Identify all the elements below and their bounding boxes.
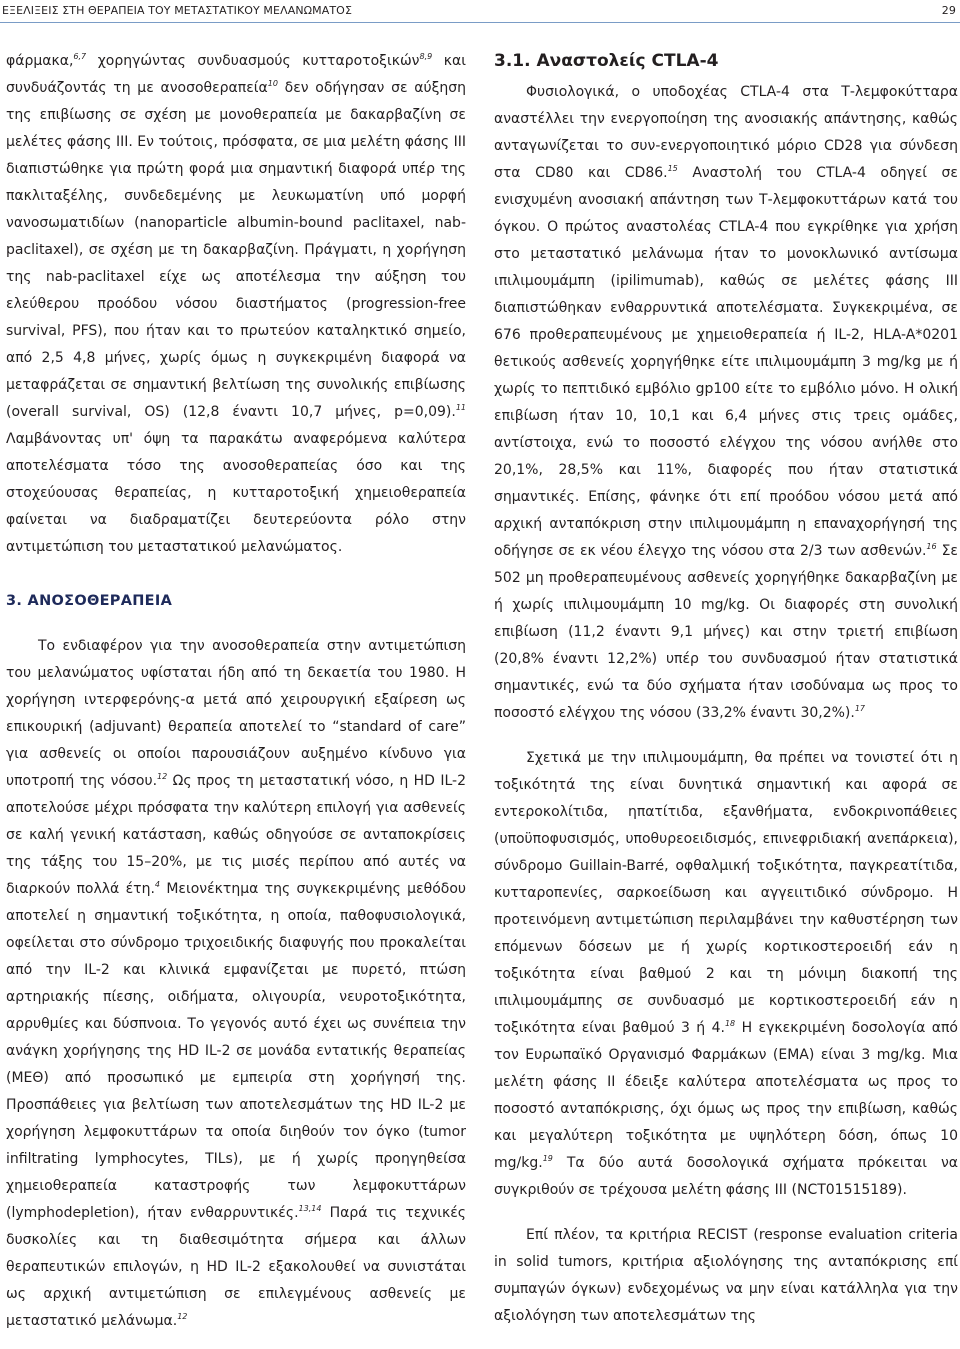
reference-superscript: 19 [542,1154,553,1163]
reference-superscript: 4 [154,880,160,889]
paragraph-ctla4: Φυσιολογικά, ο υποδοχέας CTLA-4 στα Τ-λεμφοκύτταρα αναστέλλει την ενεργοποίηση της ανοσιακής απάντησης, καθώς ανταγωνίζεται το συν-ενεργοποιητικό μόριο CD28 για σύνδεση στα CD80 και CD86.15 Αναστολή του CTLA-4 οδηγεί σε ενισχυμένη ανοσιακή απάντηση των Τ-λεμφοκυττάρων κατά του όγκου. Ο πρώτος αναστολέας CTLA-4 που εγκρίθηκε για χρήση στο μεταστατικό μελάνωμα ήταν το μονοκλωνικό αντίσωμα ιπιλιμουμάμπη (ipilimumab), καθώς σε μελέτες φάσης ΙΙΙ διαπιστώθηκαν ενθαρρυντικά αποτελέσματα. Συγκεκριμένα, σε 676 προθεραπευμένους με χημειοθεραπεία ή IL-2, HLA-A*0201 θετικούς ασθενείς χορηγήθηκε είτε ιπιλιμουμάμπη 3 mg/kg με ή χωρίς το πεπτιδικό εμβόλιο gp100 είτε το εμβόλιο μόνο. Η ολική επιβίωση ήταν 10, 10,1 και 6,4 μήνες στις τρεις ομάδες, αντίστοιχα, ενώ το ποσοστό ελέγχου της νόσου ανήλθε στο 20,1%, 28,5% και 11%, διαφορές που ήταν στατιστικά σημαντικές. Επίσης, φάνηκε ότι επί προόδου νόσου μετά από αρχική ανταπόκριση στην ιπιλιμουμάμπη η επαναχορήγησή της οδήγησε σε εκ νέου έλεγχο της νόσου στα 2/3 των ασθενών.$^{16}$ Σε 502 μη προθεραπευμένους ασθενείς χορηγήθηκε δακαρβαζίνη με ή χωρίς ιπιλιμουμάμπη 10 mg/kg. Οι διαφορές στη συνολική επιβίωση (11,2 έναντι 9,1 μήνες) και στην τριετή επιβίωση (20,8% έναντι 12,2%) υπέρ του συνδυασμού ήταν στατιστικά σημαντικές, ενώ τα δύο σχήματα ήταν ισοδύναμα ως προς το ποσοστό ελέγχου της νόσου (33,2% έναντι 30,2%).$^{17}$ [494,84,958,721]
page-number: 29 [941,4,956,17]
paragraph-toxicity: Σχετικά με την ιπιλιμουμάμπη, θα πρέπει να τονιστεί ότι η τοξικότητά της είναι δυνητικά σημαντική και αφορά σε εντεροκολίτιδα, ηπατίτιδα, εξανθήματα, ενδοκρινοπάθειες (υποϋποφυσισμός, υποθυρεοειδισμός, επινεφριδιακή ανεπάρκεια), σύνδρομο Guillain-Barré, οφθαλμική τοξικότητα, παγκρεατίτιδα, κυτταροπενίες, σαρκοείδωση και αγγειιτιδικό σύνδρομο. Η προτεινόμενη αντιμετώπιση περιλαμβάνει την καθυστέρηση των επόμενων δόσεων με ή χωρίς κορτικοστεροειδή εάν η τοξικότητα είναι βαθμού 2 και τη μόνιμη διακοπή της ιπιλιμουμάμπης σε συνδυασμό με κορτικοστεροειδή εάν η τοξικότητα είναι βαθμού 3 ή 4.18 Η εγκεκριμένη δοσολογία από τον Ευρωπαϊκό Οργανισμό Φαρμάκων (ΕΜΑ) είναι 3 mg/kg. Μια μελέτη φάσης ΙΙ έδειξε καλύτερα αποτελέσματα ως προς το ποσοστό ανταπόκρισης, όχι όμως ως προς την επιβίωση, καθώς και μεγαλύτερη τοξικότητα με υψηλότερη δόση, όπως 10 mg/kg.$^{19}$ Τα δύο αυτά δοσολογικά σχήματα πρόκειται να συγκριθούν σε τρέχουσα μελέτη φάσης ΙΙΙ (NCT01515189). [494,750,958,1198]
reference-superscript: 6,7 [73,52,87,61]
reference-superscript: 12 [177,1312,188,1321]
left-column [6,48,466,1335]
reference-superscript: 17 [854,704,866,713]
subsection-heading: 3.1. Αναστολείς CTLA-4 [494,51,719,71]
reference-superscript: 10 [267,79,278,88]
running-head [0,0,960,20]
reference-superscript: 8,9 [419,52,433,61]
spacer [6,561,466,588]
paragraph-recist: Επί πλέον, τα κριτήρια RECIST (response evaluation criteria in solid tumors, κριτήρια αξιολόγησης της ανταπόκρισης επί συμπαγών όγκων) ενδεχομένως να μην είναι κατάλληλα για την αξιολόγηση των αποτελεσμάτων της [494,1227,958,1324]
reference-superscript: 18 [724,1019,736,1028]
spacer [494,727,958,745]
running-title: ΕΞΕΛΙΞΕΙΣ ΣΤΗ ΘΕΡΑΠΕΙΑ ΤΟΥ ΜΕΤΑΣΤΑΤΙΚΟΥ ΜΕΛΑΝΩΜΑΤΟΣ [2,4,352,17]
paragraph-chemotherapy: φάρμακα,$^{6,7}$ χορηγώντας συνδυασμούς κυτταροτοξικών$^{8,9}$ και συνδυάζοντάς τη με ανοσοθεραπεία$^{10}$ δεν οδήγησαν σε αύξηση της επιβίωσης σε σχέση με μονοθεραπεία με δακαρβαζίνη σε μελέτες φάσης ΙΙΙ. Εν τούτοις, πρόσφατα, σε μια μελέτη φάσης ΙΙΙ διαπιστώθηκε για πρώτη φορά μια σημαντική διαφορά υπέρ της πακλιταξέλης, συνδεδεμένης με λευκωματίνη υπό μορφή νανοσωματιδίων (nanoparticle albumin-bound paclitaxel, nab-paclitaxel), σε σχέση με τη δακαρβαζίνη. Πράγματι, η χορήγηση της nab-paclitaxel είχε ως αποτέλεσμα την αύξηση του ελεύθερου προόδου νόσου διαστήματος (progression-free survival, PFS), που ήταν και το πρωτεύον καταληκτικό σημείο, από 2,5 4,8 μήνες, χωρίς όμως η συγκεκριμένη διαφορά να μεταφράζεται σε σημαντική βελτίωση της συνολικής επιβίωσης (overall survival, OS) (12,8 έναντι 10,7 μήνες, p=0,09).$^{11}$ Λαμβάνοντας υπ' όψη τα παρακάτω αναφερόμενα καλύτερα αποτελέσματα τόσο της ανοσοθεραπείας όσο και της στοχεύουσας θεραπείας, η κυτταροτοξική χημειοθεραπεία φαίνεται να διαδραματίζει δευτερεύοντα ρόλο στην αντιμετώπιση του μεταστατικού μελανώματος. [6,52,466,555]
right-column [494,48,958,1330]
spacer [494,1204,958,1222]
header-rule [0,22,960,23]
paragraph-immunotherapy: Το ενδιαφέρον για την ανοσοθεραπεία στην αντιμετώπιση του μελανώματος υφίσταται ήδη από τη δεκαετία του 1980. Η χορήγηση ιντερφερόνης-α μετά από χειρουργική εξαίρεση ως επικουρική (adjuvant) θεραπεία αποτελεί το “standard of care” για ασθενείς οι οποίοι παρουσιάζουν αυξημένο κίνδυνο για υποτροπή της νόσου.$^{12}$ Ως προς τη μεταστατική νόσο, η HD IL-2 αποτελούσε μέχρι πρόσφατα την καλύτερη επιλογή για ασθενείς σε καλή γενική κατάσταση, καθώς οδηγούσε σε ανταποκρίσεις της τάξης του 15–20%, με τις μισές περίπου από αυτές να διαρκούν πολλά έτη.$^4$ Μειονέκτημα της συγκεκριμένης μεθόδου αποτελεί η σημαντική τοξικότητα, η οποία, παθοφυσιολογικά, οφείλεται στο σύνδρομο τριχοειδικής διαφυγής που προκαλείται από την IL-2 και κλινικά εμφανίζεται με πυρετό, πτώση αρτηριακής πίεσης, οιδήματα, ολιγουρία, νευροτοξικότητα, αρρυθμίες και δύσπνοια. Το γεγονός αυτό έχει ως συνέπεια την ανάγκη χορήγησης της HD IL-2 σε μονάδα εντατικής θεραπείας (ΜΕΘ) από προσωπικό με εμπειρία στη χορήγησή της. Προσπάθειες για βελτίωση των αποτελεσμάτων της HD IL-2 με χορήγηση λεμφοκυττάρων τα οποία διηθούν τον όγκο (tumor infiltrating lymphocytes, TILs), με ή χωρίς προηγηθείσα χημειοθεραπεία καταστροφής των λεμφοκυττάρων (lymphodepletion), ήταν ενθαρρυντικές.$^{13,14}$ Παρά τις τεχνικές δυσκολίες και τη διαθεσιμότητα σήμερα και άλλων θεραπευτικών επιλογών, η HD IL-2 εξακολουθεί να συνιστάται ως αρχική αντιμετώπιση σε επιλεγμένους ασθενείς με μεταστατικό μελάνωμα.$^{12}$ [6,638,467,1329]
reference-superscript: 12 [157,772,168,781]
section-heading: 3. ΑΝΟΣΟΘΕΡΑΠΕΙΑ [6,593,173,609]
reference-superscript: 13,14 [298,1204,322,1213]
reference-superscript: 11 [455,403,466,412]
spacer [6,615,466,633]
reference-superscript: 15 [667,164,678,173]
reference-superscript: 16 [926,542,937,551]
